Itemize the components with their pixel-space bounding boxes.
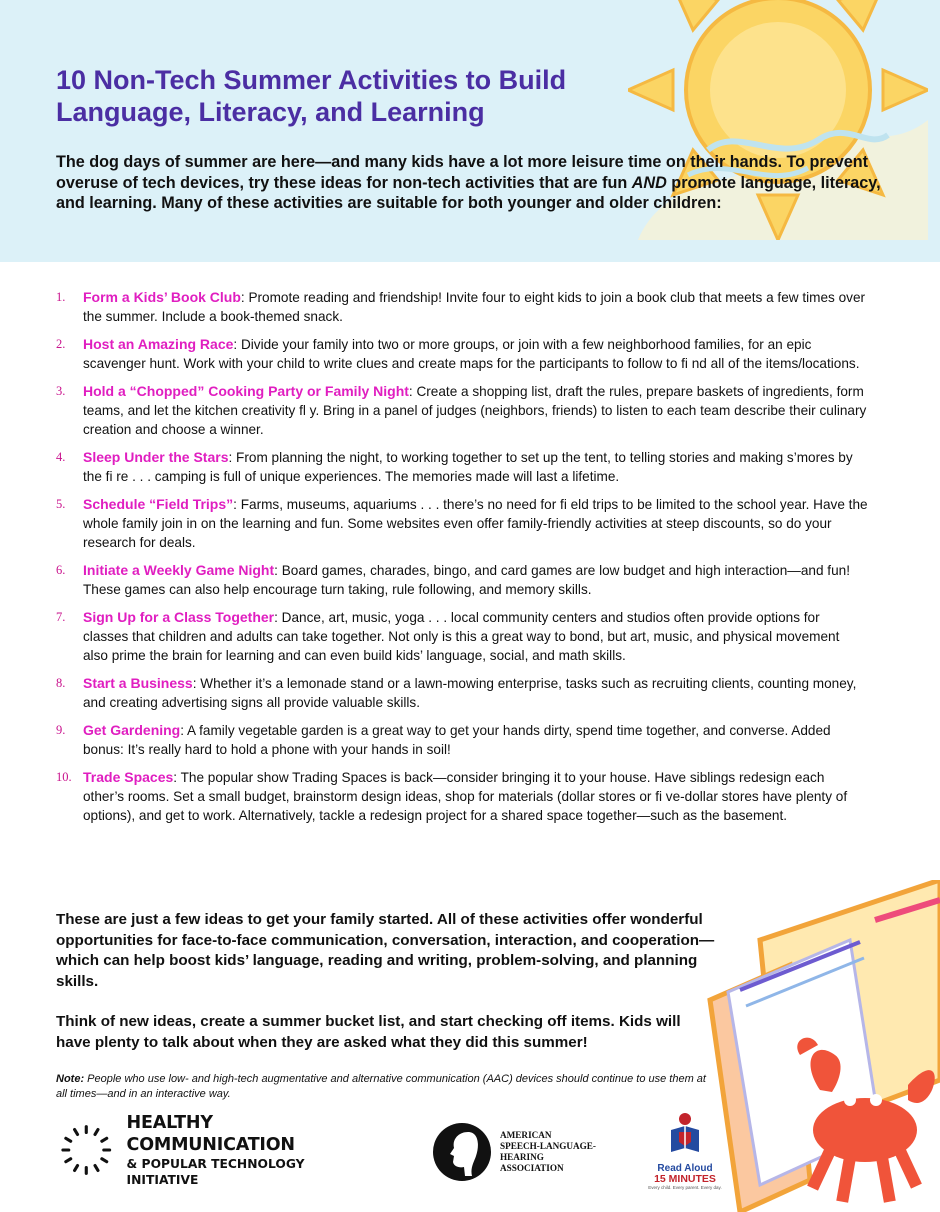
item-heading: Get Gardening — [83, 722, 181, 738]
intro-paragraph — [56, 152, 896, 214]
item-number: 8. — [56, 676, 66, 690]
hcpti-wordmark — [127, 1112, 380, 1188]
item-text — [83, 768, 868, 825]
list-item — [56, 674, 868, 712]
item-number: 5. — [56, 497, 66, 511]
list-item — [56, 608, 868, 665]
asha-wordmark — [500, 1130, 596, 1174]
list-item — [56, 288, 868, 326]
item-text — [83, 561, 868, 599]
item-body: : A family vegetable garden is a great way to get your hands dirty, spend time together, and converse. Added bonus: It’s really hard to hold a phone with your hands in soil! — [83, 723, 831, 757]
note-body: People who use low- and high-tech augmentative and alternative communication (AAC) devices should continue to use them at all times—and in an interactive way. — [56, 1073, 706, 1100]
item-body: : Farms, museums, aquariums . . . there’s no need for fi eld trips to be limited to the school year. Have the whole family join in on the learning and fun. Some websites even offer family-friendly activities at steep discounts, so do your research for deals. — [83, 497, 868, 550]
item-heading: Host an Amazing Race — [83, 336, 234, 352]
item-number: 6. — [56, 563, 66, 577]
list-item — [56, 335, 868, 373]
item-body: : From planning the night, to working together to set up the tent, to telling stories and making s’mores by the fi re . . . camping is full of unique experiences. The memories made will last a lifetime. — [83, 450, 853, 484]
sunburst-logo-icon — [60, 1123, 113, 1177]
note-text — [56, 1072, 716, 1102]
item-heading: Sign Up for a Class Together — [83, 609, 275, 625]
item-number: 9. — [56, 723, 66, 737]
read-aloud-line-1: Read Aloud — [657, 1163, 713, 1174]
item-text — [83, 382, 868, 439]
asha-line-3: HEARING — [500, 1152, 544, 1162]
item-body: : Promote reading and friendship! Invite four to eight kids to join a book club that meets a few times over the summer. Include a book-themed snack. — [83, 290, 866, 324]
item-body: : Divide your family into two or more groups, or join with a few neighborhood families, for an epic scavenger hunt. Work with your child to write clues and create maps for the participants to follow to fi nd all of the items/locations. — [83, 337, 860, 371]
asha-logo — [432, 1120, 612, 1184]
item-number: 3. — [56, 384, 66, 398]
item-heading: Form a Kids’ Book Club — [83, 289, 241, 305]
read-aloud-tagline: Every child. Every parent. Every day. — [648, 1185, 722, 1190]
list-item — [56, 382, 868, 439]
item-body: : Board games, charades, bingo, and card games are low budget and high interaction—and fun! These games can also help encourage turn taking, rule following, and memory skills. — [83, 563, 850, 597]
item-heading: Sleep Under the Stars — [83, 449, 229, 465]
item-text — [83, 674, 868, 712]
item-number: 10. — [56, 770, 72, 784]
asha-profile-logo-icon — [432, 1122, 492, 1182]
header-band — [0, 0, 940, 262]
item-body: : The popular show Trading Spaces is back—consider bringing it to your house. Have siblings redesign each other’s rooms. Set a small budget, brainstorm design ideas, shop for materials (dollar stores or fi ve-dollar stores have plenty of options), and get to work. Alternatively, tackle a redesign project for a shared space together—such as the basement. — [83, 770, 848, 823]
item-body: : Dance, art, music, yoga . . . local community centers and studios often provide options for classes that children and adults can take together. Not only is this a great way to bond, but art, music, and physical movement also prime the brain for learning and can even build kids’ language, social, and math skills. — [83, 610, 840, 663]
item-text — [83, 448, 868, 486]
item-number: 2. — [56, 337, 66, 351]
page-title: 10 Non-Tech Summer Activities to Build Language, Literacy, and Learning — [56, 65, 567, 127]
item-heading: Trade Spaces — [83, 769, 174, 785]
read-aloud-logo-icon — [665, 1112, 705, 1156]
item-text — [83, 608, 868, 665]
item-body: : Create a shopping list, draft the rules, prepare baskets of ingredients, form teams, and let the kitchen creativity fl y. Bring in a panel of judges (neighbors, friends) to listen to each team describe their culinary creation and choose a winner. — [83, 384, 867, 437]
hcpti-logo — [60, 1113, 380, 1187]
item-number: 4. — [56, 450, 66, 464]
hcpti-line-1: HEALTHY COMMUNICATION — [126, 1113, 295, 1155]
list-item — [56, 721, 868, 759]
list-item — [56, 768, 868, 825]
intro-emphasis: AND — [631, 173, 667, 192]
item-text — [83, 721, 868, 759]
asha-line-1: AMERICAN — [500, 1130, 552, 1140]
read-aloud-logo — [645, 1112, 725, 1202]
item-number: 1. — [56, 290, 66, 304]
activity-list — [56, 288, 868, 834]
item-text — [83, 288, 868, 326]
item-heading: Hold a “Chopped” Cooking Party or Family Night — [83, 383, 409, 399]
closing-paragraph: These are just a few ideas to get your family started. All of these activities offer wonderful opportunities for face-to-face communication, conversation, interaction, and cooperation—which can help boost kids’ language, reading and writing, problem-solving, and planning skills. — [56, 911, 715, 990]
item-text — [83, 335, 868, 373]
item-heading: Schedule “Field Trips” — [83, 496, 234, 512]
intro-text-end: promote language, literacy, and learning. Many of these activities are suitable for both younger and older children: — [56, 173, 881, 212]
asha-line-2: SPEECH-LANGUAGE- — [500, 1141, 596, 1151]
item-heading: Initiate a Weekly Game Night — [83, 562, 275, 578]
asha-line-4: ASSOCIATION — [500, 1163, 564, 1173]
item-number: 7. — [56, 610, 66, 624]
note-label: Note: — [56, 1073, 85, 1085]
list-item — [56, 448, 868, 486]
read-aloud-line-2: 15 MINUTES — [654, 1173, 716, 1185]
list-item — [56, 561, 868, 599]
list-item — [56, 495, 868, 552]
item-body: : Whether it’s a lemonade stand or a lawn-mowing enterprise, tasks such as recruiting clients, counting money, and creating advertising signs all provide valuable skills. — [83, 676, 857, 710]
item-text — [83, 495, 868, 552]
hcpti-line-2: & POPULAR TECHNOLOGY INITIATIVE — [126, 1157, 305, 1187]
call-to-action: Think of new ideas, create a summer bucket list, and start checking off items. Kids will have plenty to talk about when they are asked what they did this summer! — [56, 1013, 681, 1051]
intro-text-start: The dog days of summer are here—and many kids have a lot more leisure time on their hands. To prevent overuse of tech devices, try these ideas for non-tech activities that are fun — [56, 153, 868, 192]
item-heading: Start a Business — [83, 675, 193, 691]
